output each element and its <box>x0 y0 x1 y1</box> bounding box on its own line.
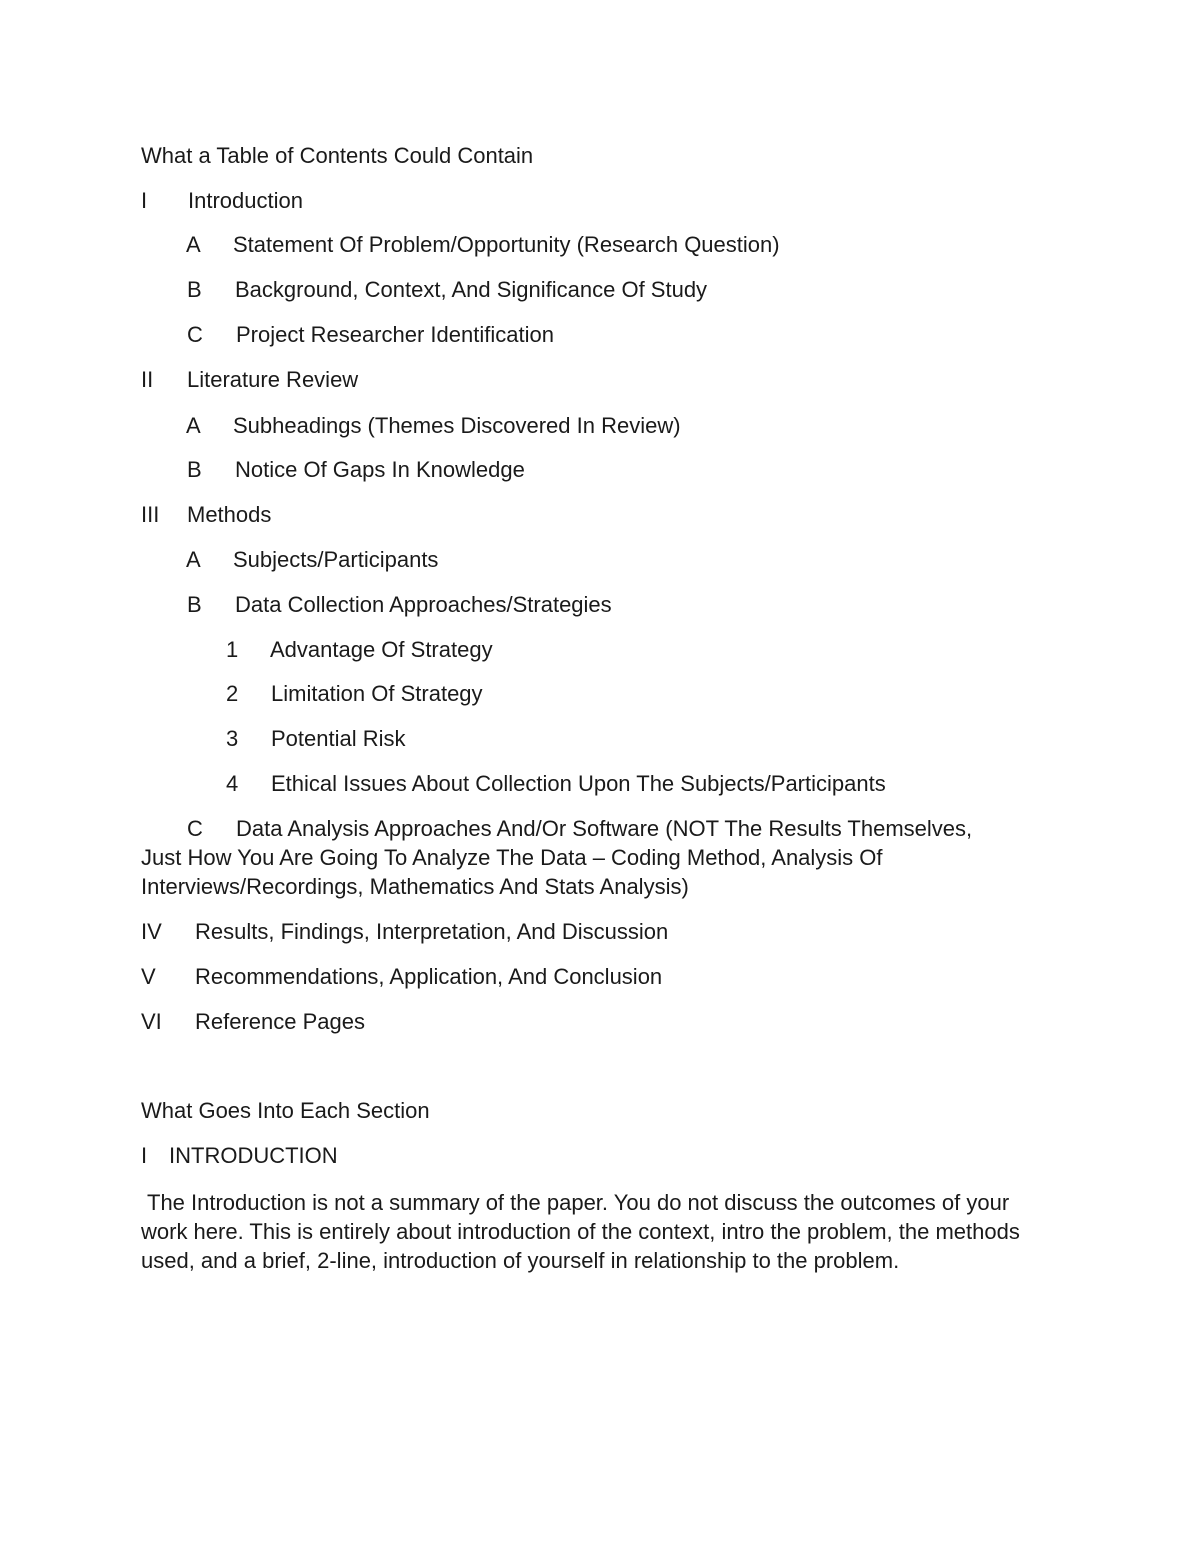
subsection-letter: B <box>187 457 202 482</box>
subsection-label: Project Researcher Identification <box>236 322 554 347</box>
section-label: Reference Pages <box>195 1009 365 1034</box>
subsection-letter: C <box>187 816 203 841</box>
item-label: Advantage Of Strategy <box>270 637 493 662</box>
subsection-label: Notice Of Gaps In Knowledge <box>235 457 525 482</box>
section-number: I <box>141 188 148 213</box>
section-number: II <box>141 367 154 392</box>
intro-heading: INTRODUCTION <box>169 1143 338 1168</box>
section-label: Introduction <box>188 188 303 213</box>
subsection-label: Statement Of Problem/Opportunity (Research Question) <box>233 232 780 257</box>
item-number: 1 <box>226 637 239 662</box>
section-number: VI <box>141 1009 162 1034</box>
subsection-label: Subjects/Participants <box>233 547 439 572</box>
section-label: Results, Findings, Interpretation, And Discussion <box>195 919 669 944</box>
subsection-letter: A <box>186 413 201 438</box>
section-guide-title: What Goes Into Each Section <box>141 1098 430 1123</box>
subsection-letter: B <box>187 592 202 617</box>
section-label: Methods <box>187 502 272 527</box>
section-number: III <box>141 502 160 527</box>
toc-title: What a Table of Contents Could Contain <box>141 143 534 168</box>
subsection-label-line3: Interviews/Recordings, Mathematics And Stats Analysis) <box>141 874 689 899</box>
section-number: IV <box>141 919 162 944</box>
section-label: Recommendations, Application, And Conclusion <box>195 964 663 989</box>
subsection-label-line1: Data Analysis Approaches And/Or Software (NOT The Results Themselves, <box>236 816 973 841</box>
item-label: Potential Risk <box>271 726 406 751</box>
item-label: Limitation Of Strategy <box>271 681 483 706</box>
subsection-letter: B <box>187 277 202 302</box>
item-number: 2 <box>226 681 239 706</box>
item-number: 3 <box>226 726 239 751</box>
section-number: I <box>141 1143 148 1168</box>
subsection-letter: A <box>186 547 201 572</box>
intro-paragraph: The Introduction is not a summary of the paper. You do not discuss the outcomes of your work here. This is entirely about introduction of the context, intro the problem, the methods used, and a brief, 2-line, introduction of yourself in relationship to the problem. <box>141 1190 1020 1273</box>
item-number: 4 <box>226 771 239 796</box>
subsection-letter: A <box>186 232 201 257</box>
subsection-label: Background, Context, And Significance Of Study <box>235 277 708 302</box>
subsection-label: Data Collection Approaches/Strategies <box>235 592 612 617</box>
section-label: Literature Review <box>187 367 359 392</box>
subsection-letter: C <box>187 322 203 347</box>
subsection-label-line2: Just How You Are Going To Analyze The Data – Coding Method, Analysis Of <box>141 845 883 870</box>
subsection-label: Subheadings (Themes Discovered In Review) <box>233 413 681 438</box>
section-number: V <box>141 964 156 989</box>
item-label: Ethical Issues About Collection Upon The Subjects/Participants <box>271 771 886 796</box>
